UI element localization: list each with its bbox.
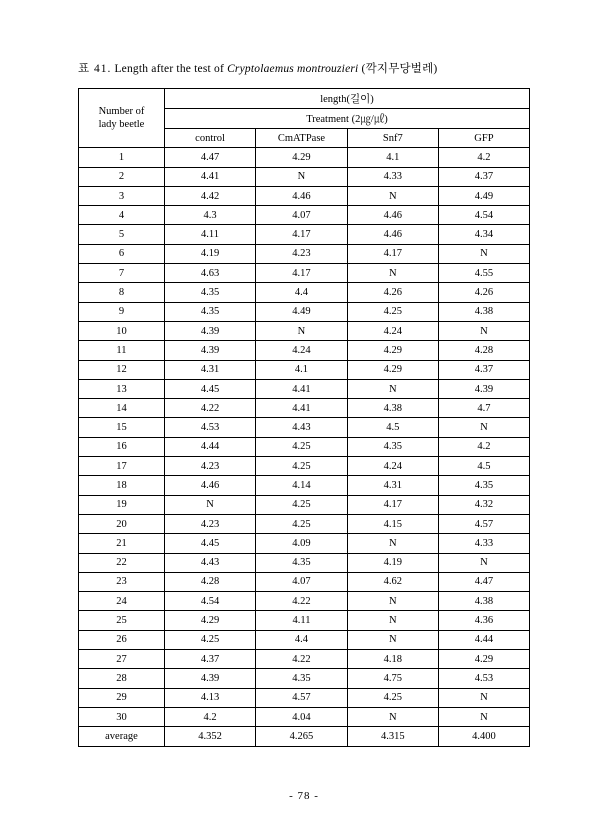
cell-snf7: N [347, 534, 438, 553]
cell-control: 4.11 [164, 225, 255, 244]
table-row [79, 630, 530, 649]
cell-gfp: 4.34 [438, 225, 529, 244]
table-row [79, 688, 530, 707]
table-row [79, 707, 530, 726]
cell-snf7: 4.46 [347, 206, 438, 225]
cell-control: 4.54 [164, 592, 255, 611]
cell-snf7: 4.15 [347, 514, 438, 533]
cell-gfp: 4.26 [438, 283, 529, 302]
row-number: 16 [79, 437, 165, 456]
row-number: 1 [79, 148, 165, 167]
column-header-gfp: GFP [438, 129, 529, 148]
cell-gfp: 4.2 [438, 437, 529, 456]
table-row [79, 225, 530, 244]
cell-gfp: 4.29 [438, 650, 529, 669]
row-number: 15 [79, 418, 165, 437]
row-label-line2: lady beetle [98, 119, 145, 131]
cell-snf7: N [347, 379, 438, 398]
cell-cmatpase: 4.4 [256, 630, 348, 649]
row-number: 11 [79, 341, 165, 360]
cell-snf7: 4.18 [347, 650, 438, 669]
row-label-average: average [79, 727, 165, 746]
cell-control: 4.28 [164, 572, 255, 591]
cell-control: 4.39 [164, 341, 255, 360]
table-row [79, 669, 530, 688]
cell-snf7: N [347, 264, 438, 283]
cell-snf7: 4.25 [347, 302, 438, 321]
cell-cmatpase: 4.07 [256, 572, 348, 591]
row-number: 20 [79, 514, 165, 533]
row-number: 14 [79, 399, 165, 418]
cell-cmatpase: 4.35 [256, 553, 348, 572]
cell-gfp: 4.57 [438, 514, 529, 533]
cell-snf7: 4.62 [347, 572, 438, 591]
table-row [79, 264, 530, 283]
cell-snf7: 4.31 [347, 476, 438, 495]
cell-control: 4.46 [164, 476, 255, 495]
row-number: 19 [79, 495, 165, 514]
cell-gfp: 4.32 [438, 495, 529, 514]
cell-cmatpase: 4.09 [256, 534, 348, 553]
cell-control: 4.19 [164, 244, 255, 263]
cell-gfp: 4.55 [438, 264, 529, 283]
cell-snf7: 4.29 [347, 360, 438, 379]
row-number: 25 [79, 611, 165, 630]
cell-snf7: 4.24 [347, 457, 438, 476]
cell-gfp: 4.38 [438, 302, 529, 321]
cell-snf7: 4.17 [347, 244, 438, 263]
table-caption [78, 62, 538, 77]
cell-cmatpase: 4.25 [256, 495, 348, 514]
cell-gfp: 4.47 [438, 572, 529, 591]
cell-control: 4.41 [164, 167, 255, 186]
cell-cmatpase: 4.04 [256, 707, 348, 726]
cell-snf7: N [347, 630, 438, 649]
column-header-snf7: Snf7 [347, 129, 438, 148]
cell-cmatpase: 4.4 [256, 283, 348, 302]
cell-cmatpase: 4.17 [256, 264, 348, 283]
cell-control: 4.13 [164, 688, 255, 707]
cell-cmatpase: 4.57 [256, 688, 348, 707]
table-row [79, 476, 530, 495]
table-row [79, 437, 530, 456]
row-number: 24 [79, 592, 165, 611]
cell-snf7: 4.29 [347, 341, 438, 360]
cell-cmatpase: 4.22 [256, 592, 348, 611]
cell-snf7: 4.5 [347, 418, 438, 437]
cell-cmatpase: 4.17 [256, 225, 348, 244]
table-row [79, 592, 530, 611]
page-number: - 78 - [289, 790, 319, 802]
cell-control: 4.22 [164, 399, 255, 418]
table-row [79, 167, 530, 186]
table-row [79, 457, 530, 476]
cell-cmatpase: 4.11 [256, 611, 348, 630]
row-number: 17 [79, 457, 165, 476]
cell-gfp: 4.49 [438, 186, 529, 205]
cell-control: N [164, 495, 255, 514]
cell-gfp: 4.44 [438, 630, 529, 649]
row-number: 9 [79, 302, 165, 321]
cell-gfp: 4.5 [438, 457, 529, 476]
cell-control: 4.44 [164, 437, 255, 456]
cell-cmatpase: 4.46 [256, 186, 348, 205]
cell-control: 4.35 [164, 283, 255, 302]
cell-snf7: 4.26 [347, 283, 438, 302]
row-label-header [79, 89, 165, 148]
table-row [79, 321, 530, 340]
cell-gfp: N [438, 418, 529, 437]
cell-gfp: 4.54 [438, 206, 529, 225]
cell-snf7: 4.1 [347, 148, 438, 167]
row-number: 18 [79, 476, 165, 495]
cell-control: 4.23 [164, 514, 255, 533]
cell-control: 4.37 [164, 650, 255, 669]
cell-gfp: 4.7 [438, 399, 529, 418]
cell-snf7: N [347, 707, 438, 726]
cell-control: 4.35 [164, 302, 255, 321]
table-row [79, 611, 530, 630]
cell-cmatpase: 4.49 [256, 302, 348, 321]
cell-control: 4.39 [164, 321, 255, 340]
cell-snf7: 4.19 [347, 553, 438, 572]
cell-gfp: 4.37 [438, 167, 529, 186]
row-number: 21 [79, 534, 165, 553]
cell-control: 4.25 [164, 630, 255, 649]
average-gfp: 4.400 [438, 727, 529, 746]
row-number: 3 [79, 186, 165, 205]
table-row [79, 148, 530, 167]
cell-snf7: 4.25 [347, 688, 438, 707]
row-number: 30 [79, 707, 165, 726]
table-row [79, 244, 530, 263]
cell-cmatpase: 4.25 [256, 437, 348, 456]
cell-cmatpase: N [256, 321, 348, 340]
cell-control: 4.45 [164, 534, 255, 553]
row-number: 6 [79, 244, 165, 263]
table-row [79, 553, 530, 572]
cell-control: 4.2 [164, 707, 255, 726]
cell-cmatpase: N [256, 167, 348, 186]
row-number: 2 [79, 167, 165, 186]
cell-snf7: 4.17 [347, 495, 438, 514]
cell-snf7: N [347, 186, 438, 205]
cell-gfp: 4.37 [438, 360, 529, 379]
row-number: 5 [79, 225, 165, 244]
cell-cmatpase: 4.1 [256, 360, 348, 379]
table-row [79, 534, 530, 553]
cell-gfp: 4.35 [438, 476, 529, 495]
cell-snf7: 4.75 [347, 669, 438, 688]
cell-control: 4.39 [164, 669, 255, 688]
cell-cmatpase: 4.23 [256, 244, 348, 263]
row-number: 10 [79, 321, 165, 340]
cell-cmatpase: 4.14 [256, 476, 348, 495]
average-cmatpase: 4.265 [256, 727, 348, 746]
caption-text-before: Length after the test of [114, 63, 224, 75]
cell-control: 4.42 [164, 186, 255, 205]
row-number: 26 [79, 630, 165, 649]
cell-gfp: N [438, 321, 529, 340]
table-row [79, 514, 530, 533]
cell-control: 4.63 [164, 264, 255, 283]
cell-control: 4.3 [164, 206, 255, 225]
cell-control: 4.29 [164, 611, 255, 630]
caption-text-after: (깍지무당벌레) [361, 63, 438, 75]
cell-snf7: 4.35 [347, 437, 438, 456]
cell-gfp: 4.36 [438, 611, 529, 630]
table-row [79, 495, 530, 514]
cell-control: 4.47 [164, 148, 255, 167]
table-row [79, 379, 530, 398]
cell-cmatpase: 4.29 [256, 148, 348, 167]
row-number: 27 [79, 650, 165, 669]
row-label-line1: Number of [98, 106, 145, 118]
table-row [79, 283, 530, 302]
row-number: 4 [79, 206, 165, 225]
cell-cmatpase: 4.41 [256, 399, 348, 418]
row-number: 23 [79, 572, 165, 591]
cell-snf7: 4.33 [347, 167, 438, 186]
table-row [79, 341, 530, 360]
row-number: 13 [79, 379, 165, 398]
cell-gfp: N [438, 707, 529, 726]
table-row [79, 186, 530, 205]
sub-title-header: Treatment (2㎍/㎕) [164, 109, 529, 129]
row-number: 8 [79, 283, 165, 302]
cell-gfp: N [438, 244, 529, 263]
cell-cmatpase: 4.25 [256, 457, 348, 476]
group-title-header: length(길이) [164, 89, 529, 109]
cell-gfp: 4.33 [438, 534, 529, 553]
cell-cmatpase: 4.43 [256, 418, 348, 437]
cell-control: 4.53 [164, 418, 255, 437]
table-row [79, 360, 530, 379]
row-number: 7 [79, 264, 165, 283]
table-header-row-group [79, 89, 530, 109]
cell-control: 4.23 [164, 457, 255, 476]
cell-snf7: 4.46 [347, 225, 438, 244]
table-row [79, 206, 530, 225]
cell-cmatpase: 4.24 [256, 341, 348, 360]
caption-label: 표 41. [78, 63, 112, 75]
cell-gfp: 4.39 [438, 379, 529, 398]
cell-control: 4.43 [164, 553, 255, 572]
row-number: 12 [79, 360, 165, 379]
cell-snf7: 4.24 [347, 321, 438, 340]
cell-gfp: 4.53 [438, 669, 529, 688]
cell-cmatpase: 4.07 [256, 206, 348, 225]
table-row-average [79, 727, 530, 746]
cell-cmatpase: 4.25 [256, 514, 348, 533]
caption-species-name: Cryptolaemus montrouzieri [227, 63, 359, 75]
cell-cmatpase: 4.41 [256, 379, 348, 398]
cell-cmatpase: 4.22 [256, 650, 348, 669]
cell-snf7: N [347, 611, 438, 630]
cell-control: 4.31 [164, 360, 255, 379]
average-snf7: 4.315 [347, 727, 438, 746]
cell-gfp: 4.2 [438, 148, 529, 167]
table-row [79, 418, 530, 437]
table-row [79, 399, 530, 418]
table-body [79, 89, 530, 747]
table-row [79, 572, 530, 591]
row-number: 28 [79, 669, 165, 688]
cell-cmatpase: 4.35 [256, 669, 348, 688]
cell-gfp: N [438, 688, 529, 707]
column-header-cmatpase: CmATPase [256, 129, 348, 148]
cell-gfp: 4.28 [438, 341, 529, 360]
cell-control: 4.45 [164, 379, 255, 398]
row-number: 29 [79, 688, 165, 707]
cell-gfp: N [438, 553, 529, 572]
cell-snf7: N [347, 592, 438, 611]
column-header-control: control [164, 129, 255, 148]
table-row [79, 302, 530, 321]
table-row [79, 650, 530, 669]
cell-snf7: 4.38 [347, 399, 438, 418]
average-control: 4.352 [164, 727, 255, 746]
row-number: 22 [79, 553, 165, 572]
cell-gfp: 4.38 [438, 592, 529, 611]
length-data-table [78, 88, 530, 747]
